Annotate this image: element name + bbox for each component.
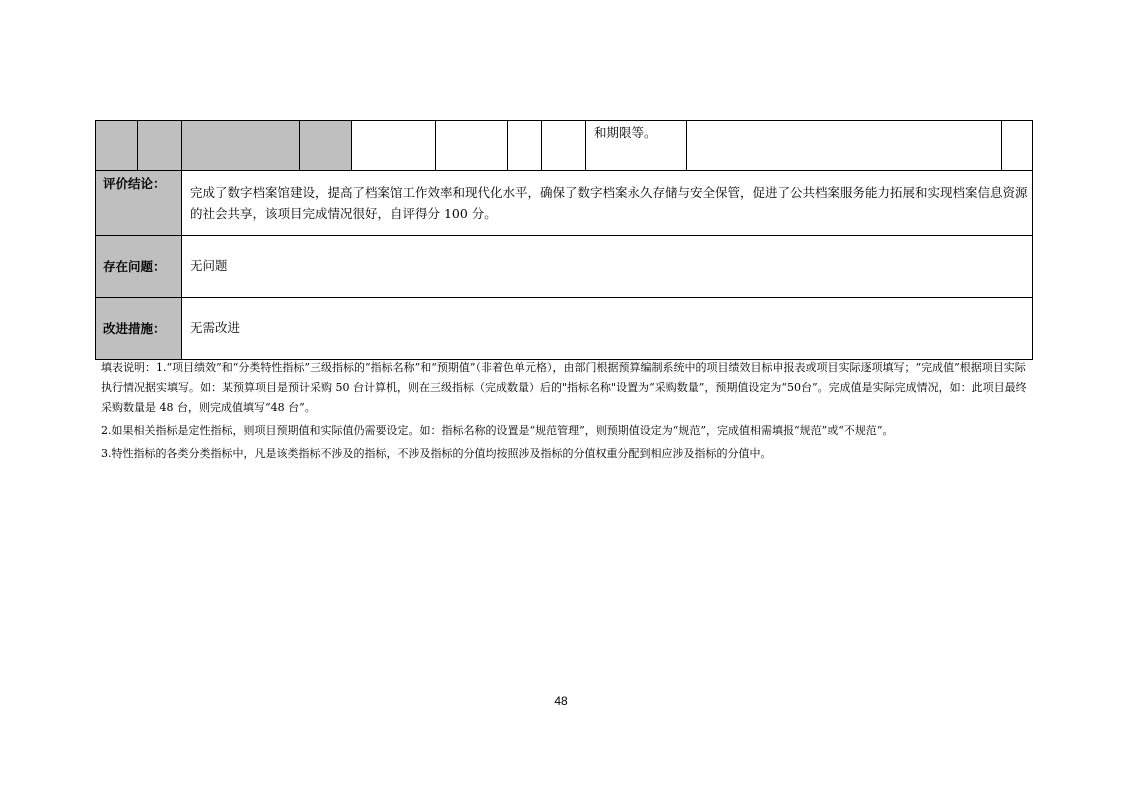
table-cell — [541, 120, 586, 171]
evaluation-label: 评价结论： — [95, 170, 182, 236]
instruction-note-3: 3.特性指标的各类分类指标中，凡是该类指标不涉及的指标，不涉及指标的分值均按照涉及指标的分值权重分配到相应涉及指标的分值中。 — [101, 447, 772, 460]
table-cell-continued-text: 和期限等。 — [585, 120, 687, 171]
instruction-note-1: 填表说明：1.“项目绩效”和“分类特性指标”三级指标的“指标名称”和“预期值”（非着色单元格），由部门根据预算编制系统中的项目绩效目标申报表或项目实际逐项填写；“完成值”根据项目实际执行情况据实填写。如：某预算项目是预计采购 50 台计算机，则在三级指标（完成数量）后的"指标名称"设置为“采购数量”，预期值设定为“50台”。完成值是实际完成情况，如：此项目最终采购数量是 48 台，则完成值填写“48 台”。 — [101, 361, 1027, 414]
problems-text: 无问题 — [181, 235, 1033, 298]
evaluation-text: 完成了数字档案馆建设，提高了档案馆工作效率和现代化水平，确保了数字档案永久存储与安全保管，促进了公共档案服务能力拓展和实现档案信息资源的社会共享，该项目完成情况很好，自评得分 100 分。 — [181, 170, 1033, 236]
table-cell — [435, 120, 508, 171]
improvements-label: 改进措施： — [95, 297, 182, 360]
filling-instructions — [101, 358, 1033, 464]
table-cell — [351, 120, 436, 171]
table-cell — [137, 120, 182, 171]
problems-label: 存在问题： — [95, 235, 182, 298]
table-cell — [507, 120, 542, 171]
improvements-text: 无需改进 — [181, 297, 1033, 360]
page-number: 48 — [554, 694, 568, 708]
evaluation-table — [95, 120, 1033, 360]
instruction-note-2: 2.如果相关指标是定性指标，则项目预期值和实际值仍需要设定。如：指标名称的设置是“规范管理”，则预期值设定为“规范”，完成值相需填报“规范”或“不规范”。 — [101, 424, 894, 437]
table-cell — [181, 120, 300, 171]
table-cell — [95, 120, 138, 171]
table-cell — [1001, 120, 1033, 171]
table-cell — [686, 120, 1002, 171]
table-cell — [299, 120, 352, 171]
